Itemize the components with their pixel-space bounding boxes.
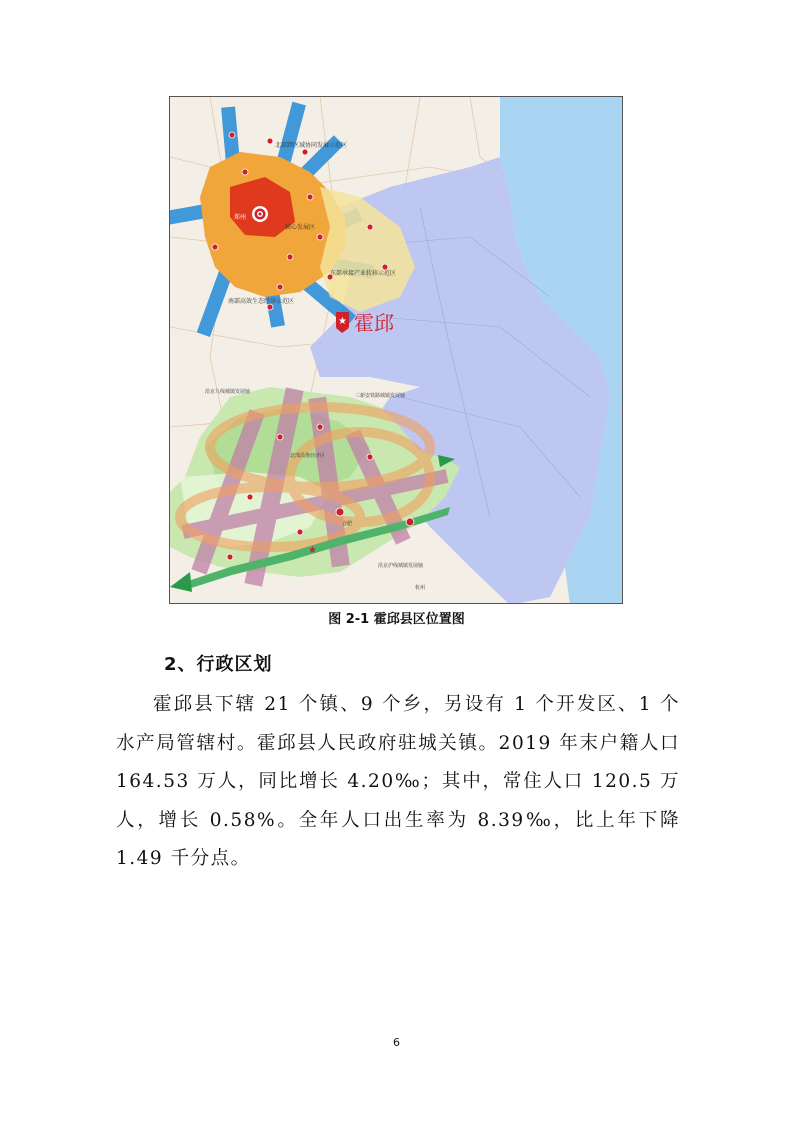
section-heading: 2、行政区划	[164, 654, 273, 675]
hub-city-label: 郑州	[234, 214, 247, 221]
lower-east-label: 三新安铁路城镇发展轴	[355, 393, 406, 399]
lower-star-icon: ★	[308, 545, 317, 556]
lower-north-label: 北部沿淮经济区	[290, 453, 326, 459]
lower-city-label: 杭州	[415, 585, 426, 591]
body-text	[116, 686, 680, 879]
map-graphic	[170, 97, 623, 604]
figure-caption: 图 2-1 霍邱县区位置图	[328, 612, 465, 627]
location-map	[169, 96, 623, 604]
lower-south-label: 沿京沪线城镇发展轴	[378, 563, 424, 569]
lower-west-label: 沿京九线城镇发展轴	[205, 389, 251, 395]
south-zone-label: 南部高效生态经济示范区	[228, 298, 295, 305]
north-zone-label: 北部跨区域协同发展示范区	[275, 142, 348, 149]
lower-hub-label: 合肥	[342, 521, 353, 527]
section-paragraph: 霍邱县下辖 21 个镇、9 个乡，另设有 1 个开发区、1 个水产局管辖村。霍邱县人民政府驻城关镇。2019 年末户籍人口 164.53 万人，同比增长 4.20‰；其中，常住人口 120.5 万人，增长 0.58%。全年人口出生率为 8.39‰，比上年下降 1.49 千分点。	[116, 694, 680, 869]
hub-target-icon	[252, 206, 268, 222]
star-icon: ★	[338, 316, 347, 327]
east-zone-label: 东部承接产业转移示范区	[330, 270, 397, 277]
core-zone-label: 核心发展区	[285, 224, 316, 231]
page-number: 6	[393, 1036, 400, 1049]
huoqiu-label: 霍邱	[354, 311, 394, 335]
